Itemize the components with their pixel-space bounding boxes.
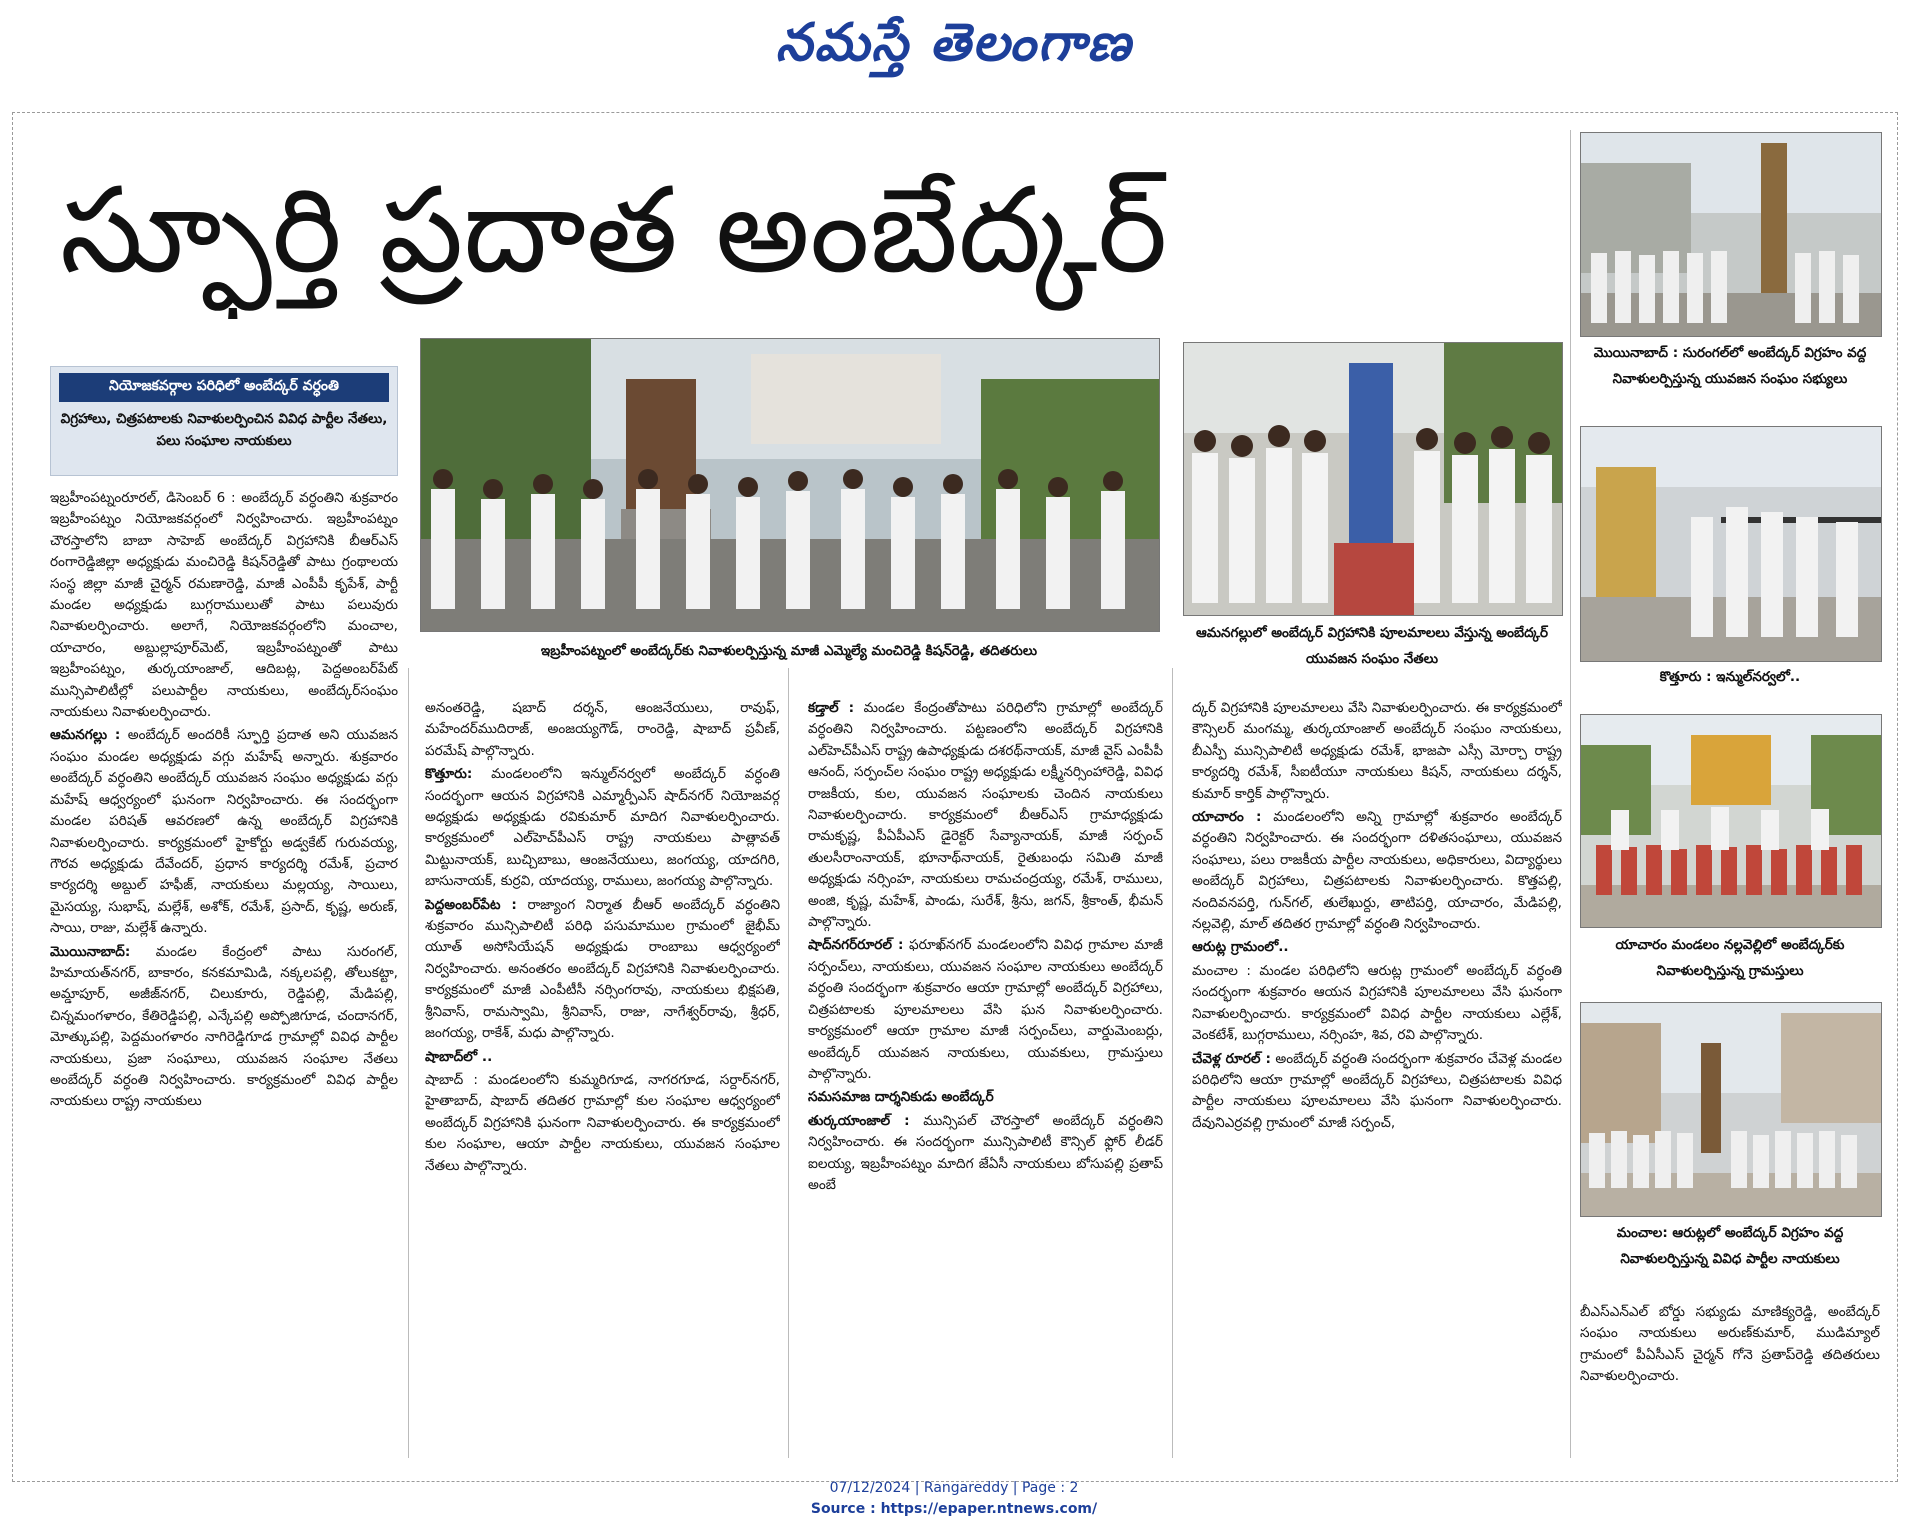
- paragraph-lead: షాద్‌నగర్‌రూరల్ :: [808, 937, 904, 954]
- column-rule: [1172, 668, 1173, 1458]
- paragraph-text: మున్సిపల్ చౌరస్తాలో అంబేద్కర్ వర్ధంతిని నిర్వహించారు. ఈ సందర్భంగా మున్సిపాలిటీ కౌన్సిల్ ఫ్లోర్ లీడర్ ఐలయ్య, ఇబ్రహీంపట్నం మాదిగ జేఏసీ నాయకులు బోసుపల్లి ప్రతాప్ అంబే: [808, 1112, 1163, 1193]
- section-subheading: షాబాద్‌లో ..: [425, 1048, 493, 1065]
- article-column-1: [50, 488, 398, 1458]
- paragraph-text: మండల కేంద్రంతోపాటు పరిధిలోని గ్రామాల్లో అంబేద్కర్ వర్ధంతిని నిర్వహించారు. పట్టణంలోని అంబేద్కర్ విగ్రహానికి ఎల్‌హెచ్‌పీఎస్ రాష్ట్ర ఉపాధ్యక్షుడు దశరథ్‌నాయక్, మాజీ వైస్ ఎంపీపీ ఆనంద్, సర్పంచ్‌ల సంఘం రాష్ట్ర అధ్యక్షుడు లక్ష్మీనర్సింహారెడ్డి, వివిధ రాజకీయ, కుల, యువజన సంఘాలకు చెందిన నాయకులు నివాళులర్పించారు. కార్యక్రమంలో బీఆర్‌ఎస్ గ్రామాధ్యక్షుడు రామకృష్ణ, పీఏపీఎస్ డైరెక్టర్ సేవ్యానాయక్, మాజీ సర్పంచ్ తులసీరాంనాయక్, భూనాథ్‌నాయక్, రైతుబంధు సమితి మాజీ అధ్యక్షుడు నర్సింహ, నాయకులు రామచంద్రయ్య, రమేశ్, రాములు, అంజి, కృష్ణ, మహేశ్, పాండు, సురేశ్, శ్రీను, జగన్, శ్రీకాంత్, భీమన్ పాల్గొన్నారు.: [808, 700, 1163, 931]
- article-paragraph: [50, 942, 398, 1113]
- article-paragraph: [425, 764, 780, 892]
- masthead-logo: నమస్తే తెలంగాణ: [775, 12, 1133, 73]
- footer-date-edition: 07/12/2024 | Rangareddy | Page : 2: [829, 1480, 1079, 1496]
- article-paragraph: [808, 1111, 1163, 1197]
- column-rule: [788, 668, 789, 1458]
- highlight-box: [50, 366, 398, 476]
- paragraph-lead: తుర్కయాంజాల్ :: [808, 1112, 910, 1129]
- paragraph-lead: మొయినాబాద్:: [50, 943, 131, 960]
- paragraph-lead: ఆమనగల్లు :: [50, 727, 121, 744]
- footer-source: Source : https://epaper.ntnews.com/: [810, 1501, 1098, 1517]
- amanagal-photo-caption: ఆమనగల్లులో అంబేద్కర్ విగ్రహానికి పూలమాలలు వేస్తున్న అంబేద్కర్ యువజన సంఘం నేతలు: [1195, 625, 1549, 667]
- paragraph-text: ఇబ్రహీంపట్నంరూరల్, డిసెంబర్ 6 : అంబేద్కర్ వర్ధంతిని శుక్రవారం ఇబ్రహీంపట్నం నియోజకవర్గంలో నిర్వహించారు. ఇబ్రహీంపట్నం చౌరస్తాలోని బాబా సాహెబ్ అంబేద్కర్ విగ్రహానికి బీఆర్‌ఎస్ రంగారెడ్డిజిల్లా అధ్యక్షుడు మంచిరెడ్డి కిషన్‌రెడ్డితో పాటు గ్రంథాలయ సంస్థ జిల్లా మాజీ చైర్మన్ రమణారెడ్డి, మాజీ ఎంపీపీ కృపేశ్, పార్టీ మండల అధ్యక్షుడు బుగ్గరాములుతో పాటు పలువురు నివాళులర్పించారు. అలాగే, నియోజకవర్గంలోని మంచాల, యాచారం, అబ్దుల్లాపూర్‌మెట్, ఇబ్రహీంపట్నంతో పాటు ఇబ్రహీంపట్నం, తుర్కయాంజాల్, ఆదిబట్ల, పెద్దఅంబర్‌పేట్ మున్సిపాలిటీల్లో పలుపార్టీల నాయకులు, అంబేద్కర్‌సంఘం నాయకులు నివాళులర్పించారు.: [50, 490, 398, 721]
- headline: స్ఫూర్తి ప్రదాత అంబేద్కర్: [60, 161, 1168, 299]
- article-paragraph: [808, 1087, 1163, 1108]
- manchala-photo-caption: మంచాల: ఆరుట్లలో అంబేద్కర్ విగ్రహం వద్ద నివాళులర్పిస్తున్న వివిధ పార్టీల నాయకులు: [1616, 1225, 1844, 1267]
- yacharam-photo: [1580, 714, 1882, 928]
- paragraph-lead: యాచారం :: [1192, 809, 1262, 826]
- article-paragraph: [425, 895, 780, 1045]
- paragraph-lead: కడ్తాల్ :: [808, 700, 855, 716]
- paragraph-text: అంబేద్కర్ వర్ధంతి సందర్భంగా శుక్రవారం చేవెళ్ల మండల పరిధిలోని ఆయా గ్రామాల్లో అంబేద్కర్ విగ్రహాలు, చిత్రపటాలకు వివిధ పార్టీల నాయకులు పూలమాలలు వేసి ఘనంగా నివాళులర్పించారు. దేవునిఎర్రవల్లి గ్రామంలో మాజీ సర్పంచ్,: [1192, 1050, 1562, 1131]
- paragraph-text: షాబాద్ : మండలంలోని కుమ్మరిగూడ, నాగరగూడ, సర్దార్‌నగర్, హైతాబాద్, షాబాద్ తదితర గ్రామాల్లో కుల సంఘాల ఆధ్వర్యంలో అంబేద్కర్ విగ్రహానికి ఘనంగా నివాళులర్పించారు. ఈ కార్యక్రమంలో కుల సంఘాల, ఆయా పార్టీల నాయకులు, యువజన సంఘాల నేతలు పాల్గొన్నారు.: [425, 1071, 780, 1174]
- section-subheading: సమసమాజ దార్శనికుడు అంబేద్కర్: [808, 1089, 994, 1106]
- paragraph-text: మండలంలోని ఇన్ముల్‌నర్వలో అంబేద్కర్ వర్ధంతి సందర్భంగా ఆయన విగ్రహానికి ఎమ్మార్పీఎస్ షాద్‌నగర్ నియోజవర్గ అధ్యక్షుడు అధ్యక్షుడు రవికుమార్ మాదిగ నివాళులర్పించారు. కార్యక్రమంలో ఎల్‌హెచ్‌పీఎస్ రాష్ట్ర నాయకులు పాత్లావత్ మిట్టునాయక్, బుచ్చిబాబు, ఆంజనేయులు, జంగయ్య, యాదగిరి, బాసునాయక్, కుర్రవి, యాదయ్య, రాములు, జంగయ్య పాల్గొన్నారు.: [425, 766, 780, 890]
- paragraph-text: అంబేద్కర్ అందరికీ స్ఫూర్తి ప్రదాత అని యువజన సంఘం మండల అధ్యక్షుడు వగ్గు మహేష్ అన్నారు. శుక్రవారం అంబేద్కర్ వర్ధంతిని అంబేద్కర్ యువజన సంఘం అధ్యక్షుడు వగ్గు మహేష్ ఆధ్వర్యంలో ఘనంగా నిర్వహించారు. ఈ సందర్భంగా మండల పరిషత్ ఆవరణలో ఉన్న అంబేద్కర్ విగ్రహానికి నివాళులర్పించారు. కార్యక్రమంలో హైకోర్టు అడ్వకేట్ గురువయ్య, గౌరవ అధ్యక్షుడు దేవేందర్, ప్రధాన కార్యదర్శి రమేశ్, ప్రచార కార్యదర్శి అబ్దుల్ హఫీజ్, నాయకులు మల్లయ్య, సాయిలు, మైసయ్య, సుభాష్, మల్లేశ్, అశోక్, రమేశ్, ప్రసాద్, కృష్ణ, అరుణ్, సాయి, రాజు, మల్లేశ్ ఉన్నారు.: [50, 727, 398, 937]
- moinabad-photo: [1580, 132, 1882, 337]
- paragraph-text: ద్కర్ విగ్రహానికి పూలమాలలు వేసి నివాళులర్పించారు. ఈ కార్యక్రమంలో కౌన్సిలర్ మంగమ్మ, తుర్కయాంజాల్ అంబేద్కర్ సంఘం నాయకులు, బీఎస్పీ మున్సిపాలిటీ అధ్యక్షుడు రమేశ్, భాజపా ఎస్సీ మోర్చా రాష్ట్ర కార్యదర్శి రమేశ్, సీఐటీయూ నాయకులు కిషన్, నాయకులు దర్శన్, కుమార్ కార్తిక్ పాల్గొన్నారు.: [1192, 700, 1562, 802]
- paragraph-text: మంచాల : మండల పరిధిలోని ఆరుట్ల గ్రామంలో అంబేద్కర్ వర్ధంతి సందర్భంగా శుక్రవారం ఆయన విగ్రహానికి పూలమాలలు వేసి ఘనంగా నివాళులర్పించారు. కార్యక్రమంలో వివిధ పార్టీల నాయకులు ఎల్లేశ్, వెంకటేశ్, బుగ్గరాములు, నర్సింహ, శివ, రవి పాల్గొన్నారు.: [1192, 962, 1562, 1044]
- article-column-3: [808, 698, 1163, 1458]
- article-paragraph: [808, 698, 1163, 933]
- highlight-subtitle: విగ్రహాలు, చిత్రపటాలకు నివాళులర్పించిన వివిధ పార్టీల నేతలు, పలు సంఘాల నాయకులు: [60, 411, 388, 449]
- yacharam-photo-caption: యాచారం మండలం నల్లవెల్లిలో అంబేద్కర్‌కు నివాళులర్పిస్తున్న గ్రామస్తులు: [1615, 937, 1845, 979]
- section-subheading: ఆరుట్ల గ్రామంలో..: [1192, 939, 1289, 956]
- main-photo-caption: ఇబ్రహీంపట్నంలో అంబేద్కర్‌కు నివాళులర్పిస్తున్న మాజీ ఎమ్మెల్యే మంచిరెడ్డి కిషన్‌రెడ్డి, తదితరులు: [540, 643, 1038, 659]
- article-paragraph: [50, 725, 398, 939]
- article-paragraph: [425, 1070, 780, 1177]
- moinabad-photo-caption: మొయినాబాద్ : సురంగల్‌లో అంబేద్కర్ విగ్రహం వద్ద నివాళులర్పిస్తున్న యువజన సంఘం సభ్యులు: [1593, 345, 1867, 387]
- paragraph-text: రాజ్యాంగ నిర్మాత బీఆర్ అంబేద్కర్ వర్ధంతిని శుక్రవారం మున్సిపాలిటీ పరిధి పసుమాముల గ్రామంలో జైభీమ్ యూత్ అసోసియేషన్ అధ్యక్షుడు రాంబాబు ఆధ్వర్యంలో నిర్వహించారు. అనంతరం అంబేద్కర్ విగ్రహానికి నివాళులర్పించారు. కార్యక్రమంలో మాజీ ఎంపీటీసీ నర్సింగరావు, నాయకులు భిక్షపతి, శ్రీనివాస్, రామస్వామి, శ్రీనివాస్, రాజు, నాగేశ్వర్‌రావు, శ్రీధర్, జంగయ్య, రాకేశ్, మధు పాల్గొన్నారు.: [425, 896, 780, 1042]
- article-paragraph: [1192, 807, 1562, 935]
- article-paragraph: [1192, 961, 1562, 1047]
- column-rule: [1570, 130, 1571, 1458]
- amanagal-photo: [1183, 342, 1563, 616]
- article-paragraph: [1580, 1302, 1880, 1388]
- main-photo: [420, 338, 1160, 632]
- paragraph-text: ఫరూఖ్‌నగర్ మండలంలోని వివిధ గ్రామాల మాజీ సర్పంచ్‌లు, నాయకులు, యువజన సంఘాల నాయకులు అంబేద్కర్ వర్ధంతి సందర్భంగా శుక్రవారం ఆయా గ్రామాల్లో అంబేద్కర్ విగ్రహాలు, చిత్రపటాలకు పూలమాలలు వేసి ఘన నివాళులర్పించారు. కార్యక్రమంలో ఆయా గ్రామాల మాజీ సర్పంచ్‌లు, వార్డుమెంబర్లు, అంబేద్కర్ యువజన నాయకులు, యువకులు, గ్రామస్తులు పాల్గొన్నారు.: [808, 937, 1163, 1082]
- paragraph-text: మండల కేంద్రంలో పాటు సురంగల్, హిమాయత్‌నగర్, బాకారం, కనకమామిడి, నక్కలపల్లి, తోలుకట్టా, అమ్డాపూర్, అజీజ్‌నగర్, చిలుకూరు, రెడ్డిపల్లి, మేడిపల్లి, చిన్నమంగళారం, కేతిరెడ్డిపల్లి, ఎన్కేపల్లి అప్పోజిగూడ, చందానగర్, మోత్కుపల్లి, పెద్దమంగళారం నాగిరెడ్డిగూడ గ్రామాల్లో వివిధ పార్టీల నాయకులు, ప్రజా సంఘాలు, యువజన సంఘాల నేతలు అంబేద్కర్ వర్ధంతి నిర్వహించారు. కార్యక్రమంలో వివిధ పార్టీల నాయకులు రాష్ట్ర నాయకులు: [50, 943, 398, 1110]
- article-paragraph: [1192, 937, 1562, 958]
- kothur-photo: [1580, 426, 1882, 662]
- article-paragraph: [425, 1047, 780, 1068]
- paragraph-lead: పెద్దఅంబర్‌పేట :: [425, 896, 517, 913]
- manchala-photo: [1580, 1002, 1882, 1217]
- article-paragraph: [1192, 698, 1562, 805]
- paragraph-lead: చేవెళ్ల రూరల్ :: [1192, 1050, 1271, 1067]
- paragraph-text: మండలంలోని అన్ని గ్రామాల్లో శుక్రవారం అంబేద్కర్ వర్ధంతిని నిర్వహించారు. ఈ సందర్భంగా దళితసంఘాలు, యువజన సంఘాలు, పలు రాజకీయ పార్టీల నాయకులు, అధికారులు, విద్యార్థులు అంబేద్కర్ విగ్రహాలు, చిత్రపటాలకు నివాళులర్పించారు. కొత్తపల్లి, నందివనపర్తి, గున్‌గల్, తులేఖుర్దు, తాటిపర్తి, యాచారం, మేడిపల్లి, నల్లవెల్లి, మాల్ తదితర గ్రామాల్లో వర్ధంతి నిర్వహించారు.: [1192, 809, 1562, 933]
- paragraph-text: బీఎస్‌ఎన్‌ఎల్ బోర్డు సభ్యుడు మాణిక్యరెడ్డి, అంబేద్కర్ సంఘం నాయకులు అరుణ్‌కుమార్, ముడిమ్యాల్ గ్రామంలో పీఏసీఎస్ చైర్మన్ గోనె ప్రతాప్‌రెడ్డి తదితరులు నివాళులర్పించారు.: [1580, 1304, 1880, 1385]
- article-paragraph: [50, 488, 398, 723]
- article-column-5: [1580, 1302, 1880, 1458]
- article-column-2: [425, 698, 780, 1458]
- article-paragraph: [1192, 1049, 1562, 1135]
- article-column-4: [1192, 698, 1562, 1458]
- highlight-title: నియోజకవర్గాల పరిధిలో అంబేద్కర్ వర్ధంతి: [59, 373, 389, 402]
- kothur-photo-caption: కొత్తూరు : ఇన్ముల్‌నర్వలో..: [1659, 669, 1801, 685]
- paragraph-lead: కొత్తూరు:: [425, 766, 473, 783]
- column-rule: [408, 668, 409, 1458]
- article-paragraph: [425, 698, 780, 762]
- paragraph-text: అనంతరెడ్డి, షబాద్ దర్శన్, ఆంజనేయులు, రావుఫ్, మహేందర్‌ముదిరాజ్, అంజయ్యగౌడ్, రాంరెడ్డి, షాబాద్ ప్రవీణ్, పరమేష్ పాల్గొన్నారు.: [425, 700, 780, 759]
- article-paragraph: [808, 935, 1163, 1085]
